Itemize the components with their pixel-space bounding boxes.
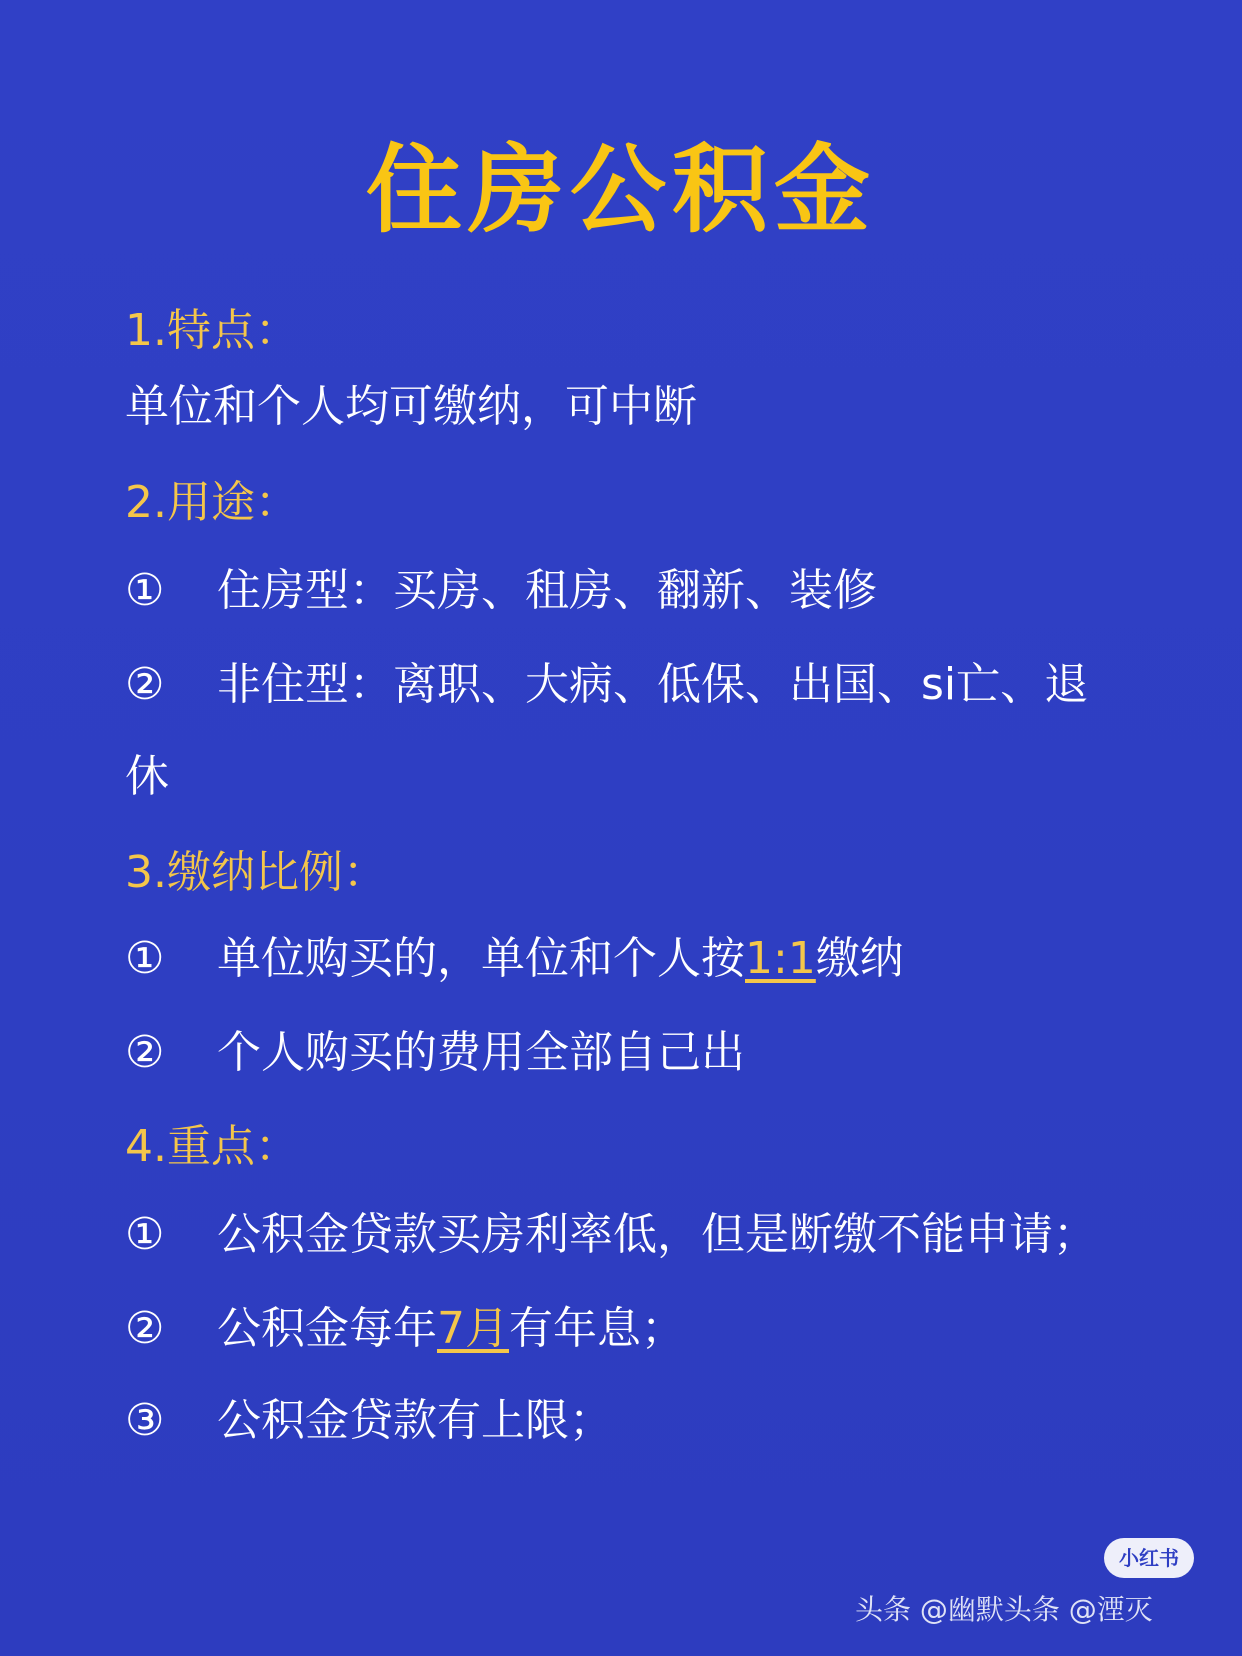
platform-badge: 小红书: [1104, 1538, 1194, 1578]
item-text: 单位购买的，单位和个人按: [217, 933, 745, 984]
ratio-item-1: [125, 924, 904, 994]
item-text: 住房型：买房、租房、翻新、装修: [217, 565, 877, 616]
section-heading-features: 1.特点：: [125, 305, 299, 356]
highlight-month: 7月: [437, 1303, 509, 1354]
item-number: ②: [125, 1303, 165, 1354]
item-number: ③: [125, 1395, 165, 1446]
item-number: ②: [125, 659, 165, 710]
page-title: 住房公积金: [366, 134, 876, 246]
key-item-3: [125, 1386, 613, 1456]
uses-item-2-continuation: 休: [125, 751, 169, 802]
features-text: 单位和个人均可缴纳，可中断: [125, 381, 697, 432]
key-item-2: [125, 1294, 685, 1364]
uses-item-2: [125, 650, 1088, 720]
item-text: 公积金每年: [217, 1303, 437, 1354]
ratio-item-2: [125, 1018, 745, 1088]
item-text: 个人购买的费用全部自己出: [217, 1027, 745, 1078]
key-item-1: [125, 1200, 1097, 1270]
section-heading-uses: 2.用途：: [125, 477, 299, 528]
item-text: 非住型：离职、大病、低保、出国、si亡、退: [217, 659, 1089, 710]
section-heading-key-points: 4.重点：: [125, 1121, 299, 1172]
watermark: 头条 @幽默头条 @湮灭: [855, 1593, 1153, 1626]
item-text: 公积金贷款买房利率低，但是断缴不能申请；: [217, 1209, 1097, 1260]
item-text: 公积金贷款有上限；: [217, 1395, 613, 1446]
uses-item-1: [125, 556, 877, 626]
item-number: ①: [125, 933, 165, 984]
item-text-end: 有年息；: [509, 1303, 685, 1354]
section-heading-ratio: 3.缴纳比例：: [125, 847, 387, 898]
item-number: ①: [125, 1209, 165, 1260]
highlight-ratio: 1:1: [745, 933, 816, 984]
item-number: ②: [125, 1027, 165, 1078]
item-number: ①: [125, 565, 165, 616]
item-text-end: 缴纳: [815, 933, 904, 984]
